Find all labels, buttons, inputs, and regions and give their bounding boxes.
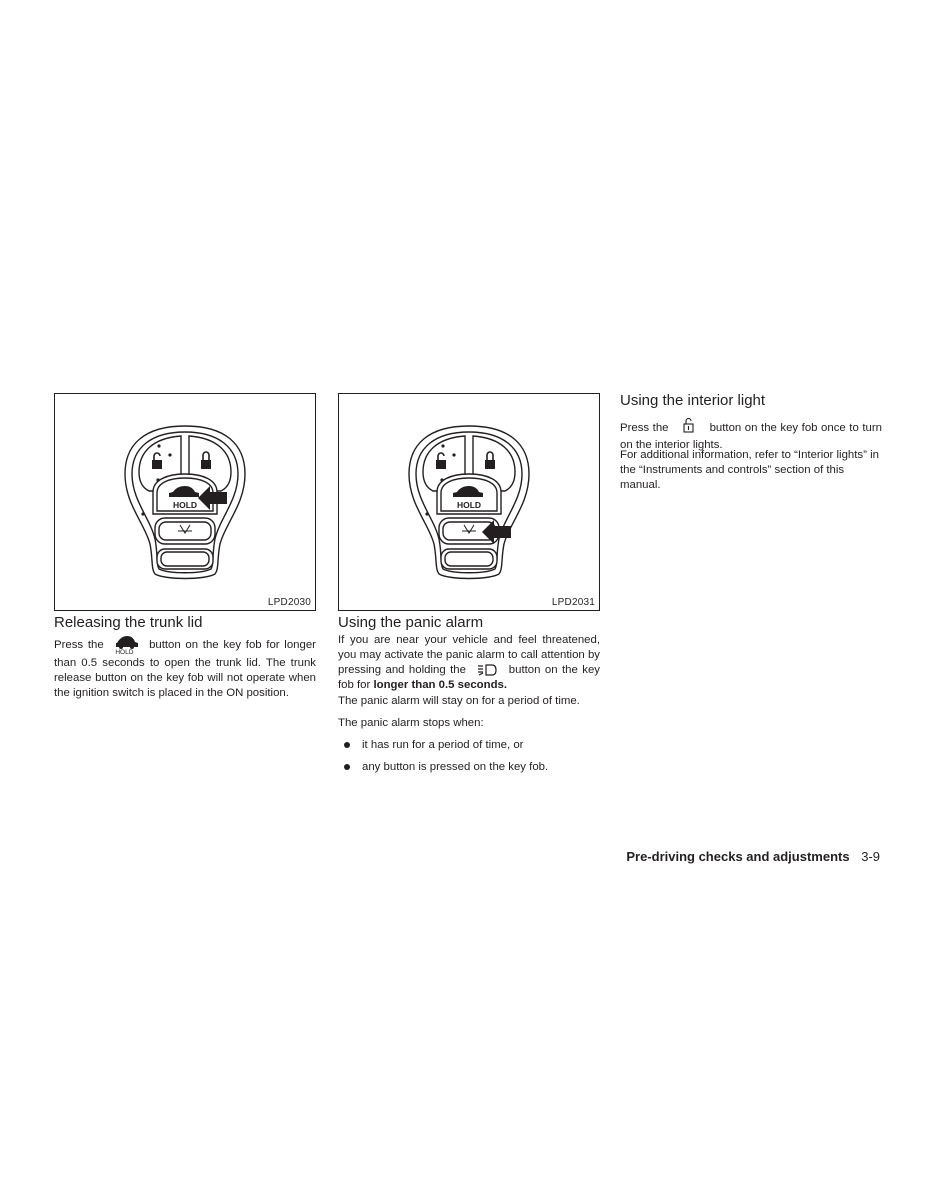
paragraph-interior-light-reference: For additional information, refer to “Interior lights” in the “Instruments and controls” section of this manual. bbox=[620, 449, 879, 491]
heading-releasing-trunk-lid: Releasing the trunk lid bbox=[54, 614, 203, 631]
hold-icon-label: HOLD bbox=[115, 649, 134, 656]
paragraph-trunk-release: Press the HOLD button on the key fob for longer than 0.5 seconds to open the trunk lid. The trunk release button on the key fob will not operate when the ignition switch is placed in the ON position. bbox=[54, 634, 316, 701]
figure-panic-alarm bbox=[338, 393, 600, 611]
section-title: Pre-driving checks and adjustments bbox=[626, 849, 850, 864]
heading-using-panic-alarm: Using the panic alarm bbox=[338, 614, 484, 631]
paragraph-panic-stops: The panic alarm stops when: bbox=[338, 717, 484, 729]
paragraph-panic-alarm: If you are near your vehicle and feel threatened, you may activate the panic alarm to call attention by pressing and holding the button on the key fob for longer than 0.5 seconds. bbox=[338, 634, 600, 692]
hold-label: HOLD bbox=[456, 500, 482, 510]
key-fob-illustration bbox=[339, 394, 599, 610]
figure-code: LPD2030 bbox=[267, 597, 311, 608]
heading-using-interior-light: Using the interior light bbox=[620, 392, 766, 409]
list-item: any button is pressed on the key fob. bbox=[344, 760, 594, 775]
figure-code: LPD2031 bbox=[551, 597, 595, 608]
panic-alarm-icon bbox=[476, 663, 498, 677]
bullet-icon bbox=[344, 742, 350, 748]
figure-trunk-release bbox=[54, 393, 316, 611]
interior-light-icon bbox=[682, 418, 696, 434]
paragraph-panic-duration: The panic alarm will stay on for a period of time. bbox=[338, 695, 580, 707]
key-fob-illustration bbox=[55, 394, 315, 610]
trunk-hold-icon bbox=[112, 634, 140, 656]
bullet-icon bbox=[344, 764, 350, 770]
paragraph-interior-light: Press the button on the key fob once to turn on the interior lights. bbox=[620, 418, 882, 453]
page-number: 3-9 bbox=[861, 849, 880, 864]
list-item: it has run for a period of time, or bbox=[344, 738, 594, 753]
page-footer bbox=[626, 849, 880, 865]
hold-label: HOLD bbox=[172, 500, 198, 510]
